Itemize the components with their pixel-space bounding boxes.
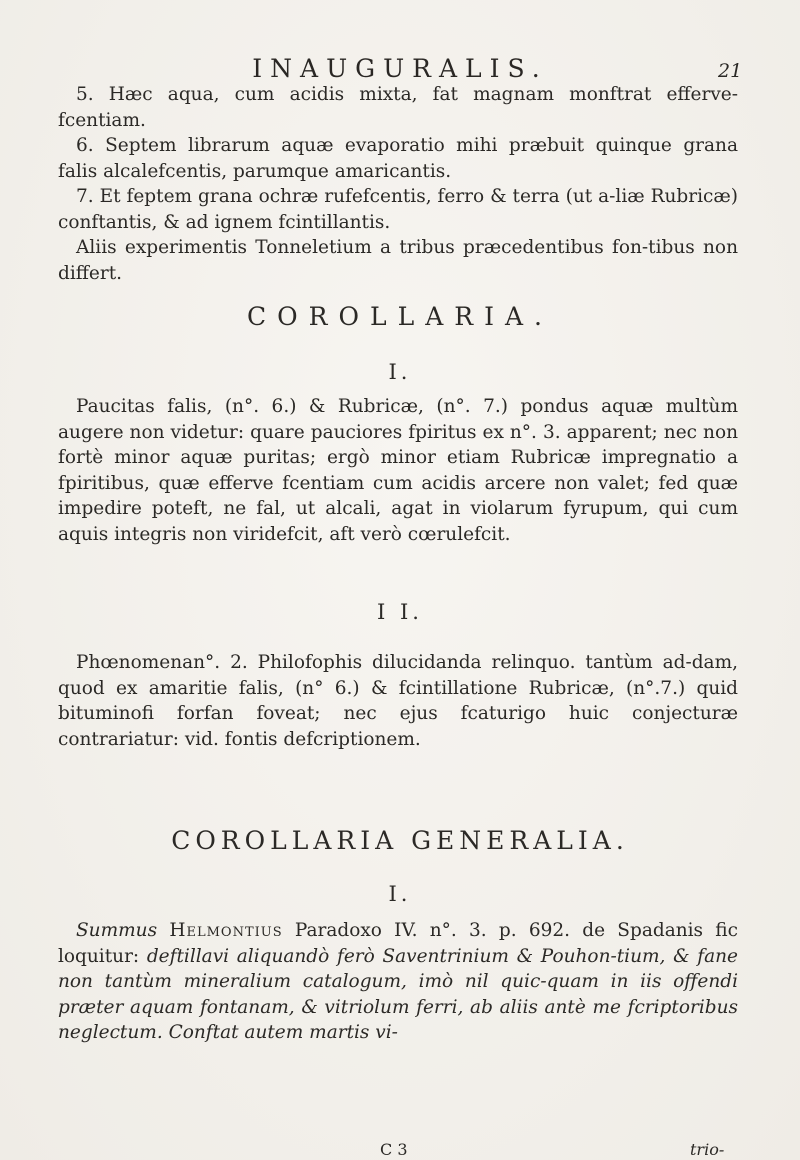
catchword: trio- — [690, 1140, 725, 1159]
signature-mark: C 3 — [380, 1140, 408, 1159]
author-name: Helmontius — [169, 920, 283, 941]
generalia-text — [58, 918, 738, 1046]
running-header: INAUGURALIS. — [252, 54, 548, 83]
corollary-1 — [58, 394, 738, 547]
corollary-2 — [58, 650, 738, 752]
generalia-body — [58, 918, 738, 1046]
corollary-numeral-1: I. — [388, 360, 412, 384]
corollary-2-text: Phœnomenan°. 2. Philofophis dilucidanda relinquo. tantùm ad-dam, quod ex amaritie falis, (n° 6.) & fcintillatione Rubricæ, (n°.7.) quid bituminofi forfan foveat; nec ejus fcaturigo huic conjecturæ contrariatur: vid. fontis defcriptionem. — [58, 652, 738, 750]
page-number: 21 — [718, 60, 743, 82]
paragraph-7: 7. Et feptem grana ochræ rufefcentis, ferro & terra (ut a-liæ Rubricæ) conftantis, & ad ignem fcintillantis. — [58, 186, 738, 233]
paragraph-8: Aliis experimentis Tonneletium a tribus præcedentibus fon-tibus non differt. — [58, 237, 738, 284]
generalia-lead: Summus — [76, 920, 158, 941]
generalia-citation: Paradoxo IV. n°. 3. p. 692. de Spadanis fic loquitur: — [58, 920, 738, 967]
generalia-numeral: I. — [388, 882, 412, 906]
corollaria-heading: COROLLARIA. — [247, 302, 553, 331]
top-paragraphs — [58, 82, 738, 286]
paragraph-5: 5. Hæc aqua, cum acidis mixta, fat magnam monftrat efferve-fcentiam. — [58, 84, 738, 131]
corollary-numeral-2: I I. — [377, 600, 423, 624]
generalia-heading: COROLLARIA GENERALIA. — [171, 826, 629, 855]
paragraph-6: 6. Septem librarum aquæ evaporatio mihi præbuit quinque grana falis alcalefcentis, parumque amaricantis. — [58, 135, 738, 182]
generalia-quote: deftillavi aliquandò ferò Saventrinium & Pouhon-tium, & fane non tantùm mineralium catalogum, imò nil quic-quam in iis offendi præter aquam fontanam, & vitriolum ferri, ab aliis antè me fcriptoribus neglectum. Conftat autem martis vi- — [58, 945, 738, 1043]
corollary-1-text: Paucitas falis, (n°. 6.) & Rubricæ, (n°. 7.) pondus aquæ multùm augere non videtur: quare pauciores fpiritus ex n°. 3. apparent; nec non fortè minor aquæ puritas; ergò minor etiam Rubricæ impregnatio a fpiritibus, quæ efferve fcentiam cum acidis arcere non valet; fed quæ impedire poteft, ne fal, ut alcali, agat in violarum fyrupum, qui cum aquis integris non viridefcit, aft verò cœrulefcit. — [58, 396, 738, 545]
